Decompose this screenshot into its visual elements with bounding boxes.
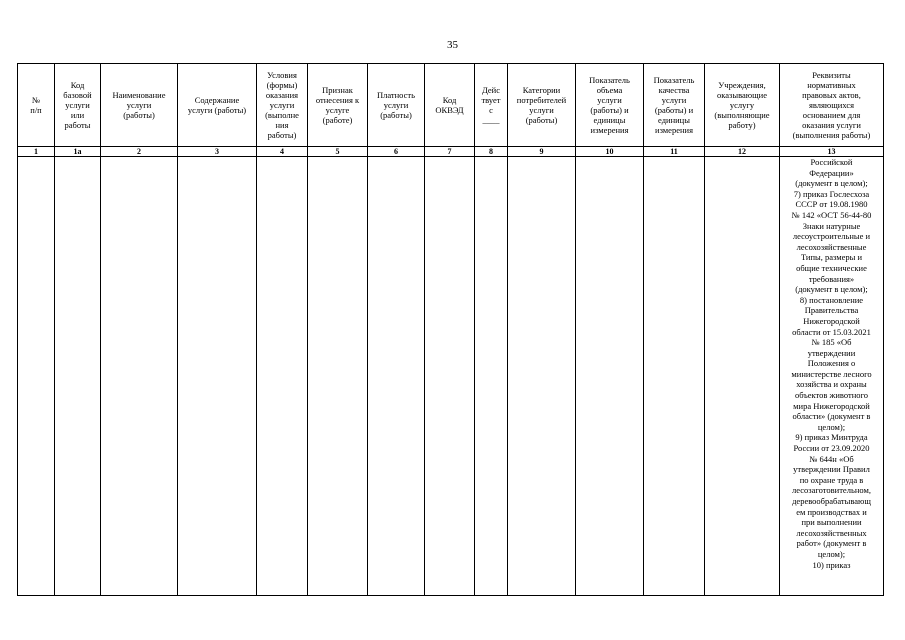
table-cell bbox=[368, 157, 425, 596]
column-number: 4 bbox=[257, 147, 308, 157]
services-table bbox=[17, 63, 884, 596]
column-number: 1 bbox=[18, 147, 55, 157]
column-number: 7 bbox=[425, 147, 475, 157]
table-cell bbox=[101, 157, 178, 596]
header-cell: Содержание услуги (работы) bbox=[178, 64, 257, 147]
header-cell: Условия (формы) оказания услуги (выполне ния работы) bbox=[257, 64, 308, 147]
header-row bbox=[18, 64, 884, 147]
table-cell bbox=[508, 157, 576, 596]
column-number: 5 bbox=[308, 147, 368, 157]
column-number: 8 bbox=[475, 147, 508, 157]
header-cell: Код ОКВЭД bbox=[425, 64, 475, 147]
column-number: 10 bbox=[576, 147, 644, 157]
table-cell bbox=[644, 157, 705, 596]
column-number: 2 bbox=[101, 147, 178, 157]
header-cell: Дейс твует с ____ bbox=[475, 64, 508, 147]
table-cell bbox=[475, 157, 508, 596]
table-cell bbox=[705, 157, 780, 596]
header-cell: Признак отнесения к услуге (работе) bbox=[308, 64, 368, 147]
table-cell bbox=[308, 157, 368, 596]
column-number: 1а bbox=[55, 147, 101, 157]
column-number: 12 bbox=[705, 147, 780, 157]
table-cell bbox=[55, 157, 101, 596]
column-numbers-row bbox=[18, 147, 884, 157]
page-number: 35 bbox=[447, 39, 458, 51]
column-number: 6 bbox=[368, 147, 425, 157]
table-cell bbox=[257, 157, 308, 596]
table-cell bbox=[18, 157, 55, 596]
header-cell: № п/п bbox=[18, 64, 55, 147]
header-cell: Платность услуги (работы) bbox=[368, 64, 425, 147]
header-cell: Показатель объема услуги (работы) и единицы измерения bbox=[576, 64, 644, 147]
table-cell bbox=[425, 157, 475, 596]
table-cell bbox=[576, 157, 644, 596]
header-cell: Реквизиты нормативных правовых актов, являющихся основанием для оказания услуги (выполнения работы) bbox=[780, 64, 884, 147]
header-cell: Учреждения, оказывающие услугу (выполняющие работу) bbox=[705, 64, 780, 147]
header-cell: Код базовой услуги или работы bbox=[55, 64, 101, 147]
legal-acts-cell bbox=[780, 157, 884, 596]
table-cell bbox=[178, 157, 257, 596]
header-cell: Категории потребителей услуги (работы) bbox=[508, 64, 576, 147]
header-cell: Наименование услуги (работы) bbox=[101, 64, 178, 147]
header-cell: Показатель качества услуги (работы) и единицы измерения bbox=[644, 64, 705, 147]
legal-acts-text: Российской Федерации» (документ в целом); 7) приказ Гослесхоза СССР от 19.08.1980 № 142 «ОСТ 56-44-80 Знаки натурные лесоустроительные и лесохозяйственные Типы, размеры и общие технические требования» (документ в целом); 8) постановление Правительства Нижегородской области от 15.03.2021 № 185 «Об утверждении Положения о министерстве лесного хозяйства и охраны объектов животного мира Нижегородской области» (документ в целом); 9) приказ Минтруда России от 23.09.2020 № 644н «Об утверждении Правил по охране труда в лесозаготовительном, деревообрабатывающ ем производствах и при выполнении лесохозяйственных работ» (документ в целом); 10) приказ bbox=[791, 157, 872, 570]
column-number: 11 bbox=[644, 147, 705, 157]
dash-line: ____ bbox=[482, 115, 500, 125]
column-number: 13 bbox=[780, 147, 884, 157]
column-number: 3 bbox=[178, 147, 257, 157]
column-number: 9 bbox=[508, 147, 576, 157]
table-row bbox=[18, 157, 884, 596]
